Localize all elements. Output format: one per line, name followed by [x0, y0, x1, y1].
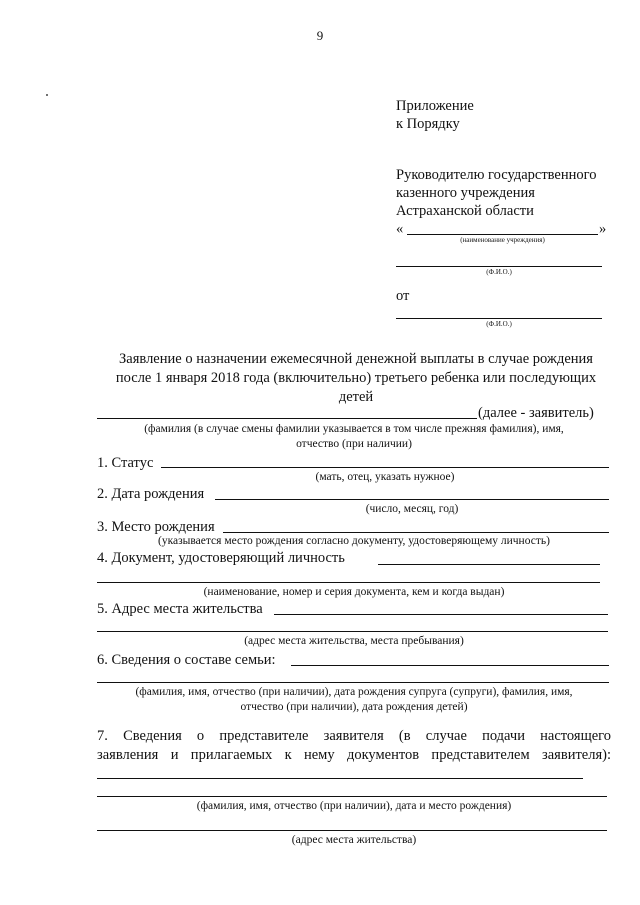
- representative-line-2: заявления и прилагаемых к нему документов представителем заявителя):: [97, 747, 611, 763]
- status-field-line[interactable]: [161, 467, 609, 468]
- addressee-line-2: казенного учреждения: [396, 185, 535, 201]
- title-line-2: после 1 января 2018 года (включительно) третьего ребенка или последующих: [115, 370, 597, 386]
- family-hint-2: отчество (при наличии), дата рождения детей): [240, 701, 468, 713]
- document-field-line-1[interactable]: [378, 564, 600, 565]
- family-field-line-1[interactable]: [291, 665, 609, 666]
- appendix-line-1: Приложение: [396, 98, 474, 114]
- status-hint: (мать, отец, указать нужное): [315, 471, 455, 483]
- applicant-name-line[interactable]: [97, 418, 477, 419]
- birthplace-field-line[interactable]: [223, 532, 609, 533]
- document-hint: (наименование, номер и серия документа, кем и когда выдан): [203, 586, 505, 598]
- family-field-line-2[interactable]: [97, 682, 609, 683]
- open-quote: «: [396, 221, 404, 237]
- document-label: 4. Документ, удостоверяющий личность: [97, 550, 345, 566]
- applicant-fio-line[interactable]: [396, 318, 602, 319]
- representative-paragraph: [97, 727, 611, 765]
- status-label: 1. Статус: [97, 455, 154, 471]
- addressee-line-3: Астраханской области: [396, 203, 534, 219]
- address-field-line-1[interactable]: [274, 614, 608, 615]
- rep-address-hint: (адрес места жительства): [291, 834, 417, 846]
- title-line-3: детей: [338, 389, 374, 405]
- addressee-fio-hint: (Ф.И.О.): [486, 268, 512, 276]
- close-quote: »: [599, 221, 607, 237]
- representative-field-line-2[interactable]: [97, 796, 607, 797]
- representative-line-1: 7. Сведения о представителе заявителя (в случае подачи настоящего: [97, 728, 611, 744]
- birthdate-hint: (число, месяц, год): [365, 503, 459, 515]
- appendix-line-2: к Порядку: [396, 116, 460, 132]
- rep-address-field-line[interactable]: [97, 830, 607, 831]
- applicant-hint-2: отчество (при наличии): [296, 438, 412, 450]
- applicant-fio-hint: (Ф.И.О.): [486, 320, 512, 328]
- address-hint: (адрес места жительства, места пребывания): [244, 635, 464, 647]
- representative-hint: (фамилия, имя, отчество (при наличии), дата и место рождения): [196, 800, 512, 812]
- addressee-fio-line[interactable]: [396, 266, 602, 267]
- scan-speck: [46, 94, 48, 96]
- applicant-hint-1: (фамилия (в случае смены фамилии указывается в том числе прежняя фамилия), имя,: [144, 423, 564, 435]
- title-line-1: Заявление о назначении ежемесячной денежной выплаты в случае рождения: [119, 351, 593, 367]
- address-field-line-2[interactable]: [97, 631, 608, 632]
- institution-field-line[interactable]: [407, 234, 598, 235]
- birthplace-label: 3. Место рождения: [97, 519, 215, 535]
- birthdate-field-line[interactable]: [215, 499, 609, 500]
- document-title: [96, 350, 616, 407]
- family-label: 6. Сведения о составе семьи:: [97, 652, 276, 668]
- applicant-suffix: (далее - заявитель): [478, 405, 594, 421]
- representative-field-line-1[interactable]: [97, 778, 583, 779]
- institution-hint: (наименование учреждения): [460, 236, 545, 244]
- birthplace-hint: (указывается место рождения согласно документу, удостоверяющему личность): [158, 535, 550, 547]
- family-hint-1: (фамилия, имя, отчество (при наличии), дата рождения супруга (супруги), фамилия, имя,: [135, 686, 573, 698]
- birthdate-label: 2. Дата рождения: [97, 486, 205, 502]
- page-number: 9: [316, 28, 324, 43]
- from-label: от: [396, 288, 410, 304]
- addressee-line-1: Руководителю государственного: [396, 167, 597, 183]
- document-field-line-2[interactable]: [97, 582, 600, 583]
- address-label: 5. Адрес места жительства: [97, 601, 263, 617]
